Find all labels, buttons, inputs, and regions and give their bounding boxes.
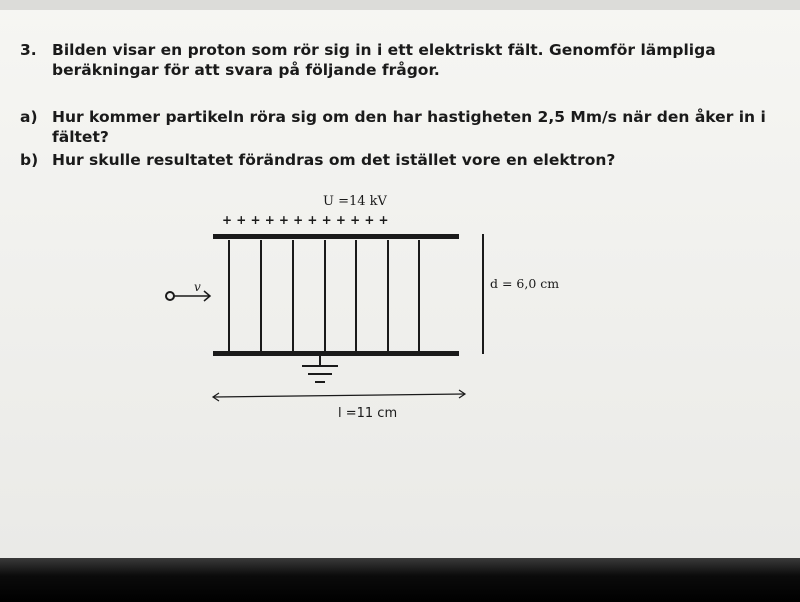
top-plate — [213, 234, 459, 239]
distance-label: d = 6,0 cm — [490, 276, 560, 291]
proton-icon — [166, 292, 174, 300]
velocity-arrow-icon — [174, 291, 210, 301]
part-a-mark: a) — [20, 108, 38, 126]
field-lines — [229, 240, 419, 351]
part-b-text: Hur skulle resultatet förändras om det istället vore en elektron? — [52, 151, 616, 169]
ground-symbol-icon — [302, 356, 338, 382]
positive-charges: + + + + + + + + + + + + — [222, 213, 389, 227]
part-a-text: Hur kommer partikeln röra sig om den har hastigheten 2,5 Mm/s när den åker in i fältet? — [52, 108, 766, 146]
length-arrow-icon — [213, 390, 465, 401]
question-number: 3. — [20, 41, 37, 59]
voltage-label: U =14 kV — [323, 194, 387, 209]
bottom-plate — [213, 351, 459, 356]
length-label: l =11 cm — [338, 406, 398, 421]
part-b-mark: b) — [20, 151, 39, 169]
monitor-bezel — [0, 558, 800, 602]
question-text: Bilden visar en proton som rör sig in i ett elektriskt fält. Genomför lämpliga beräkningar för att svara på följande frågor. — [52, 41, 716, 79]
velocity-label: v — [194, 280, 201, 294]
